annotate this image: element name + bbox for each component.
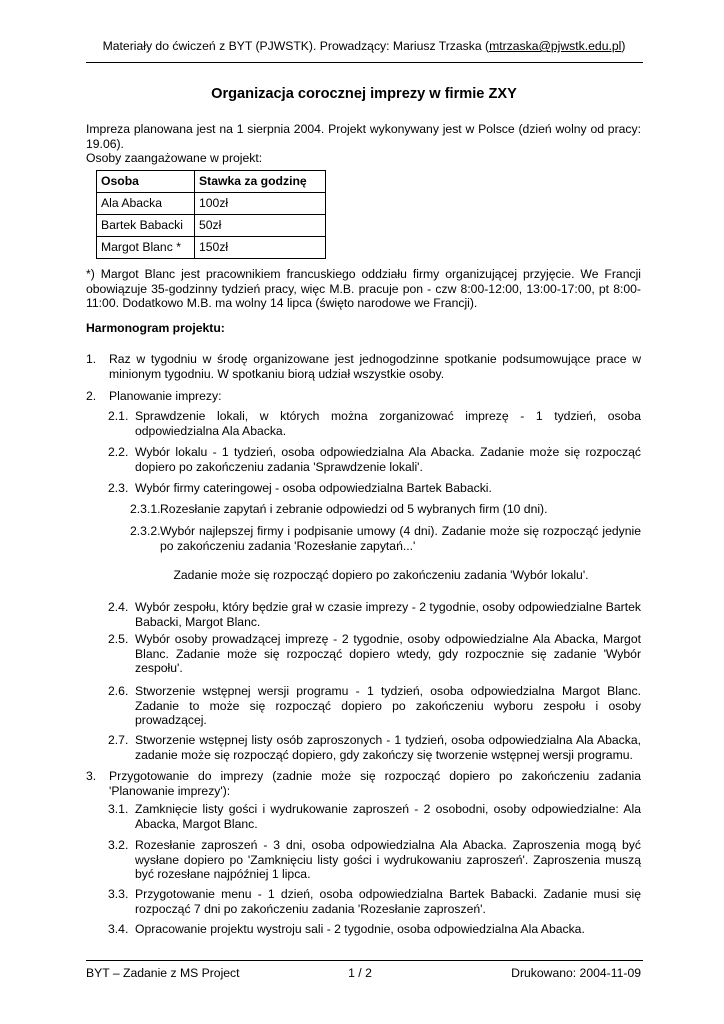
page-header <box>86 39 642 54</box>
document-title: Organizacja corocznej imprezy w firmie ZXY <box>211 86 517 102</box>
schedule-heading: Harmonogram projektu: <box>86 321 225 335</box>
rates-table <box>96 170 326 259</box>
list-item-number: 3.4. <box>108 922 129 936</box>
list-item-text: Przygotowanie do imprezy (zadnie może się rozpocząć dopiero po zakończeniu zadania 'Planowanie imprezy'): <box>109 769 641 798</box>
list-item-text: Rozesłanie zaproszeń - 3 dni, osoba odpowiedzialna Ala Abacka. Zaproszenia mogą być wysłane dopiero po 'Zamknięciu listy gości i wydrukowaniu zaproszeń'. Zaproszenia muszą być rozesłane najpóźniej 1 lipca. <box>135 838 641 882</box>
list-item-number: 3.2. <box>108 838 129 852</box>
intro-paragraph: Impreza planowana jest na 1 sierpnia 2004. Projekt wykonywany jest w Polsce (dzień wolny od pracy: 19.06). <box>86 122 641 151</box>
list-item-number: 2.5. <box>108 632 129 646</box>
list-item-number: 3.3. <box>108 887 129 901</box>
list-item-number: 2.6. <box>108 684 129 698</box>
list-item-number: 2.4. <box>108 600 129 614</box>
list-item-number: 1. <box>86 352 97 366</box>
table-cell: Ala Abacka <box>97 193 195 215</box>
list-item-number: 2.7. <box>108 733 129 747</box>
list-item-number: 2.2. <box>108 445 129 459</box>
list-item-number: 3.1. <box>108 802 129 816</box>
list-item-text: Wybór osoby prowadzącej imprezę - 2 tygodnie, osoby odpowiedzialne Ala Abacka, Margot Blanc. Zadanie może się rozpocząć dopiero wtedy, gdy rozpocznie się zadanie 'Wybór zespołu'. <box>135 632 641 676</box>
footer-left: BYT – Zadanie z MS Project <box>86 966 240 980</box>
header-text: Materiały do ćwiczeń z BYT (PJWSTK). Prowadzący: Mariusz Trzaska ( <box>102 39 490 53</box>
list-item-text: Raz w tygodniu w środę organizowane jest jednogodzinne spotkanie podsumowujące prace w minionym tygodniu. W spotkaniu biorą udział wszystkie osoby. <box>109 352 641 381</box>
table-cell: Margot Blanc * <box>97 237 195 259</box>
table-cell: Bartek Babacki <box>97 215 195 237</box>
list-item-text: Zamknięcie listy gości i wydrukowanie zaproszeń - 2 osobodni, osoby odpowiedzialne: Ala Abacka, Margot Blanc. <box>135 802 641 831</box>
centered-note: Zadanie może się rozpocząć dopiero po zakończeniu zadania 'Wybór lokalu'. <box>173 568 589 582</box>
list-item-text: Wybór najlepszej firmy i podpisanie umowy (4 dni). Zadanie może się rozpocząć jedynie po zakończeniu zadania 'Rozesłanie zapytań...' <box>160 524 641 553</box>
table-row <box>97 215 326 237</box>
table-row <box>97 237 326 259</box>
list-item-text: Wybór zespołu, który będzie grał w czasie imprezy - 2 tygodnie, osoby odpowiedzialne Bartek Babacki, Margot Blanc. <box>135 600 641 629</box>
footer-rule <box>86 960 643 961</box>
list-item-text: Stworzenie wstępnej wersji programu - 1 tydzień, osoba odpowiedzialna Margot Blanc. Zadanie to może się rozpocząć dopiero po zakończeniu wyboru zespołu i osoby prowadzącej. <box>135 684 641 728</box>
table-cell: 50zł <box>195 215 326 237</box>
footer-page-number: 1 / 2 <box>348 966 372 980</box>
table-header-cell: Stawka za godzinę <box>195 171 326 193</box>
header-email-link[interactable]: mtrzaska@pjwstk.edu.pl <box>489 39 622 53</box>
list-item-text: Stworzenie wstępnej listy osób zaproszonych - 1 tydzień, osoba odpowiedzialna Ala Abacka, zadanie może się rozpocząć dopiero, gdy zakończy się tworzenie wstępnej wersji programu. <box>135 733 641 762</box>
table-row <box>97 193 326 215</box>
list-item-number: 2.3.1. <box>130 502 161 516</box>
list-item-number: 2.3.2. <box>130 524 161 538</box>
list-item-text: Wybór firmy cateringowej - osoba odpowiedzialna Bartek Babacki. <box>135 481 492 495</box>
list-item-number: 2. <box>86 389 97 403</box>
footer-print-date: Drukowano: 2004-11-09 <box>511 966 641 980</box>
table-cell: 150zł <box>195 237 326 259</box>
table-header-cell: Osoba <box>97 171 195 193</box>
list-item-text: Planowanie imprezy: <box>109 389 222 403</box>
list-item-number: 3. <box>86 769 97 783</box>
header-rule <box>86 62 643 63</box>
footnote-paragraph: *) Margot Blanc jest pracownikiem francuskiego oddziału firmy organizującej przyjęcie. We Francji obowiązuje 35-godzinny tydzień pracy, więc M.B. pracuje pon - czw 8:00-12:00, 13:00-17:00, pt 8:00-11:00. Dodatkowo M.B. ma wolny 14 lipca (święto narodowe we Francji). <box>86 267 641 311</box>
persons-label: Osoby zaangażowane w projekt: <box>86 151 263 165</box>
list-item-text: Rozesłanie zapytań i zebranie odpowiedzi od 5 wybranych firm (10 dni). <box>160 502 548 516</box>
list-item-number: 2.3. <box>108 481 129 495</box>
list-item-text: Wybór lokalu - 1 tydzień, osoba odpowiedzialna Ala Abacka. Zadanie może się rozpocząć dopiero po zakończeniu zadania 'Sprawdzenie lokali'. <box>135 445 641 474</box>
table-cell: 100zł <box>195 193 326 215</box>
list-item-text: Sprawdzenie lokali, w których można zorganizować imprezę - 1 tydzień, osoba odpowiedzialna Ala Abacka. <box>135 409 641 438</box>
list-item-number: 2.1. <box>108 409 129 423</box>
list-item-text: Przygotowanie menu - 1 dzień, osoba odpowiedzialna Bartek Babacki. Zadanie musi się rozpocząć 7 dni po zakończeniu zadania 'Rozesłanie zaproszeń'. <box>135 887 641 916</box>
table-header-row <box>97 171 326 193</box>
list-item-text: Opracowanie projektu wystroju sali - 2 tygodnie, osoba odpowiedzialna Ala Abacka. <box>135 922 585 936</box>
header-close: ) <box>621 39 626 53</box>
